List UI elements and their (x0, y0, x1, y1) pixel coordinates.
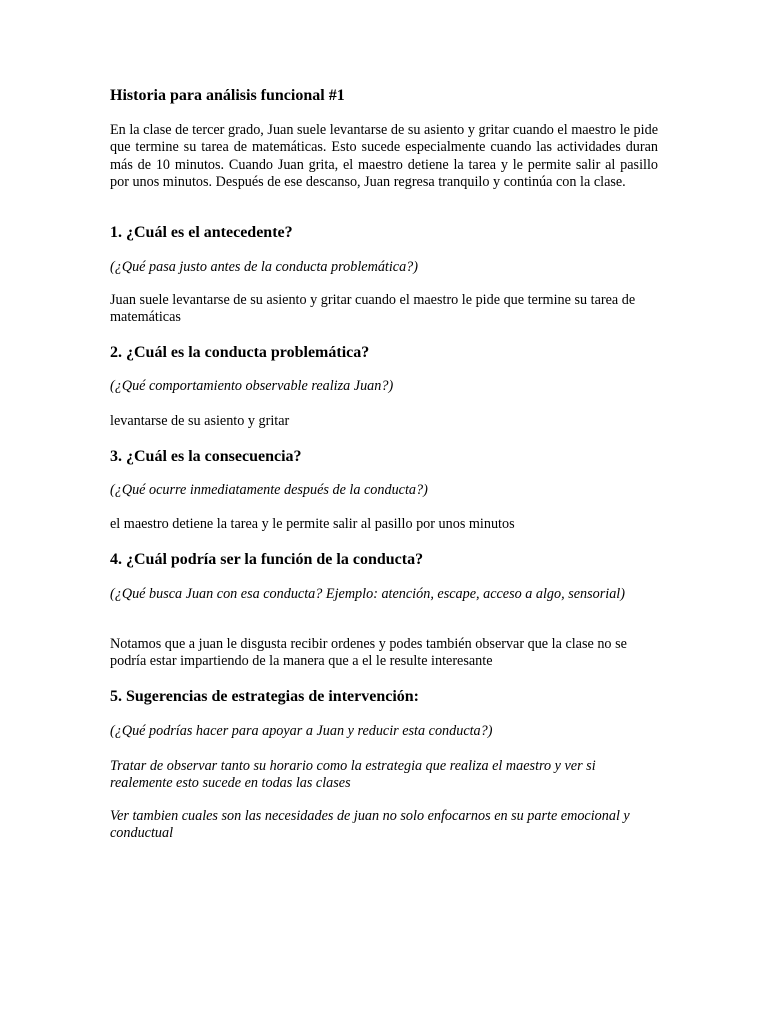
question-2-heading: 2. ¿Cuál es la conducta problemática? (110, 344, 370, 361)
question-1-heading: 1. ¿Cuál es el antecedente? (110, 224, 293, 241)
question-5-heading: 5. Sugerencias de estrategias de intervención: (110, 688, 419, 705)
question-2-hint: (¿Qué comportamiento observable realiza Juan?) (110, 378, 394, 394)
question-4-answer: Notamos que a juan le disgusta recibir ordenes y podes también observar que la clase no se podría estar impartiendo de la manera que a el le resulte interesante (110, 636, 627, 670)
question-4-hint: (¿Qué busca Juan con esa conducta? Ejemplo: atención, escape, acceso a algo, sensorial) (110, 586, 625, 602)
question-5-answer-extra: Ver tambien cuales son las necesidades de juan no solo enfocarnos en su parte emocional y conductual (110, 808, 630, 842)
story-paragraph: En la clase de tercer grado, Juan suele levantarse de su asiento y gritar cuando el maestro le pide que termine su tarea de matemáticas. Esto sucede especialmente cuando las actividades duran más de 10 minutos. Cuando Juan grita, el maestro detiene la tarea y le permite salir al pasillo por unos minutos. Después de ese descanso, Juan regresa tranquilo y continúa con la clase. (110, 122, 658, 191)
question-3-heading: 3. ¿Cuál es la consecuencia? (110, 448, 302, 465)
question-1-hint: (¿Qué pasa justo antes de la conducta problemática?) (110, 259, 419, 275)
question-3-answer: el maestro detiene la tarea y le permite salir al pasillo por unos minutos (110, 516, 515, 532)
question-1-answer: Juan suele levantarse de su asiento y gritar cuando el maestro le pide que termine su tarea de matemáticas (110, 292, 636, 326)
question-2-answer: levantarse de su asiento y gritar (110, 413, 290, 429)
question-4-heading: 4. ¿Cuál podría ser la función de la conducta? (110, 551, 424, 568)
question-5-hint: (¿Qué podrías hacer para apoyar a Juan y reducir esta conducta?) (110, 723, 493, 739)
question-3-hint: (¿Qué ocurre inmediatamente después de la conducta?) (110, 482, 428, 498)
question-5-answer: Tratar de observar tanto su horario como la estrategia que realiza el maestro y ver si realemente esto sucede en todas las clases (110, 758, 596, 792)
document-title: Historia para análisis funcional #1 (110, 87, 345, 104)
